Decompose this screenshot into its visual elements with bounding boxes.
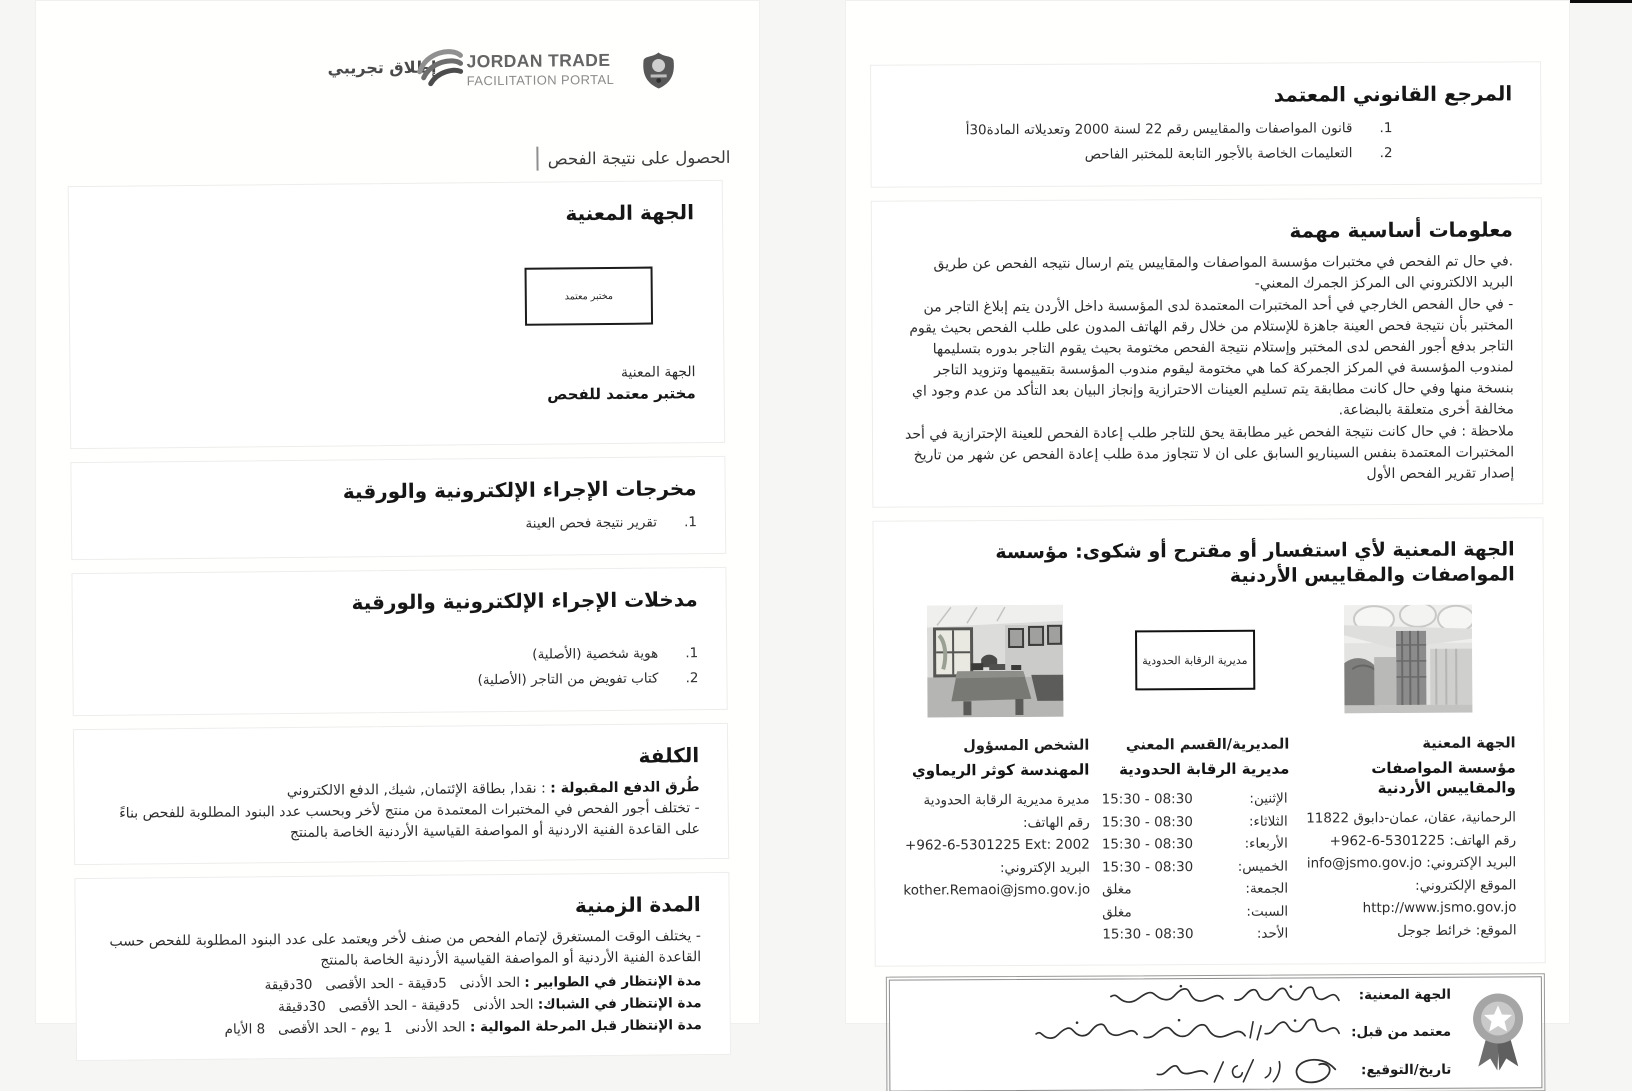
- handwritten-approved-by-text: [1017, 1015, 1347, 1051]
- wait-time-row: [105, 1014, 702, 1042]
- office-photo-slot: [902, 600, 1089, 723]
- jordan-coat-of-arms-icon: [640, 50, 676, 90]
- schedule-hours: 08:30 - 15:30: [1102, 923, 1193, 946]
- entity-phone-line: [1302, 829, 1516, 853]
- schedule-hours: 08:30 - 15:30: [1102, 811, 1193, 834]
- handwritten-signature-and-date: [1097, 1053, 1347, 1088]
- jordan-trade-logo-icon: [414, 44, 464, 90]
- contact-entity-column: [1301, 597, 1517, 945]
- signature-row-approved-by: [904, 1014, 1451, 1051]
- section-title: المدة الزمنية: [104, 892, 701, 922]
- schedule-hours: مغلق: [1102, 901, 1132, 924]
- email-address: info@jsmo.gov.jo: [1307, 855, 1422, 872]
- person-phone-label: رقم الهاتف:: [903, 811, 1090, 834]
- jsmo-building-photo: [1344, 605, 1473, 714]
- list-item: [922, 141, 1392, 168]
- department-name: مديرية الرقابة الحدودية: [1101, 759, 1289, 780]
- person-email-address: kother.Remaoi@jsmo.gov.jo: [903, 879, 1090, 902]
- list-item-number: 2.: [682, 666, 698, 691]
- section-title: الجهة المعنية لأي استفسار أو مقترح أو شكوى: مؤسسة المواصفات والمقاييس الأردنية: [902, 537, 1515, 590]
- schedule-hours: 08:30 - 15:30: [1102, 833, 1193, 856]
- entity-website-label: الموقع الإلكتروني:: [1302, 874, 1516, 898]
- location-label: الموقع:: [1476, 922, 1517, 938]
- schedule-row: [1102, 855, 1288, 878]
- wait-time-label: مدة الإنتظار في الطوابير :: [524, 973, 701, 991]
- schedule-day: الأربعاء:: [1245, 833, 1288, 856]
- entity-address: الرحمانية، عقان، عمان-دابوق 11822: [1302, 806, 1516, 830]
- right-page: [845, 0, 1570, 1024]
- section-duration: [74, 872, 731, 1061]
- section-title: الكلفة: [102, 743, 699, 773]
- info-paragraph: - في حال الفحص الخارجي في أحد المختبرات المعتمدة لدى المؤسسة داخل الأردن يتم إبلاغ التاجر من المختبر بأن نتيجة فحص العينة جاهزة للإستلام من خلال رقم الهاتف المدون على طلب الفحص بحيث يقوم التاجر بدفع أجور الفحص لدى المختبر وإستلام نتيجة الفحص مختومة بحيث يقوم التاجر بدوره بتسليمها لمندوب المؤسسة في المركز الجمركة كما هي مختومة ليقوم مندوب المؤسسة بتقييمها وتزويد التاجر بنسخة منها وفي حال كانت مطابقة يتم تسليم العينات الاحترازية وإنجاز البيان بعد التأكد من عدم وجود اي مخالفة أخرى متعلقة بالبضاعة.: [900, 294, 1514, 423]
- page-title: الحصول على نتيجة الفحص: [548, 147, 731, 168]
- signature-row-date: [904, 1052, 1451, 1089]
- list-item: [922, 116, 1392, 143]
- list-item-number: 2.: [1376, 141, 1392, 166]
- section-title: الجهة المعنية: [97, 200, 694, 230]
- accredited-lab-stamp-box: [525, 267, 654, 326]
- schedule-row: [1102, 833, 1288, 856]
- section-basic-information: [871, 197, 1544, 508]
- list-item-text: تقرير نتيجة فحص العينة: [525, 511, 657, 537]
- entity-website-url: http://www.jsmo.gov.jo: [1302, 896, 1516, 920]
- schedule-day: الإثنين:: [1249, 788, 1287, 811]
- contact-person-column: [902, 600, 1090, 947]
- section-legal-reference: [870, 61, 1542, 188]
- section-title: مخرجات الإجراء الإلكترونية والورقية: [100, 476, 697, 506]
- contact-column-heading: الجهة المعنية: [1301, 735, 1515, 752]
- signature-rows: [904, 978, 1452, 1089]
- working-hours-schedule: [1102, 788, 1291, 946]
- left-page: [35, 0, 760, 1024]
- page-title-row: [537, 145, 731, 171]
- building-photo-slot: [1301, 597, 1516, 720]
- list-item-text: قانون المواصفات والمقاييس رقم 22 لسنة 2000 وتعديلاته المادة30أ: [966, 116, 1353, 143]
- list-item-text: كتاب تفويض من التاجر (الأصلية): [477, 667, 658, 694]
- document-header: [32, 0, 757, 186]
- list-item-text: التعليمات الخاصة بالأجور التابعة للمختبر الفاحص: [1085, 141, 1353, 167]
- schedule-hours: 08:30 - 15:30: [1102, 788, 1193, 811]
- email-label: البريد الإكتروني:: [1426, 854, 1516, 870]
- section-title: معلومات أساسية مهمة: [900, 217, 1513, 244]
- section-title: المرجع القانوني المعتمد: [899, 81, 1512, 108]
- schedule-row: [1102, 788, 1288, 811]
- signature-approved-label: معتمد من قبل:: [1347, 1023, 1451, 1040]
- contact-entity-name: مؤسسة المواصفات والمقاييس الأردنية: [1301, 757, 1516, 798]
- title-accent-bar: [537, 147, 539, 171]
- wait-time-value: الحد الأدنى 1 يوم - الحد الأقصى 8 الأيام: [225, 1019, 466, 1037]
- section-title: مدخلات الإجراء الإلكترونية والورقية: [101, 587, 698, 617]
- list-item-number: 1.: [682, 641, 698, 666]
- logo-subtitle: FACILITATION PORTAL: [467, 72, 615, 88]
- wait-time-label: مدة الإنتظار قبل المرحلة الموالية :: [470, 1017, 702, 1035]
- contact-department-column: [1101, 599, 1291, 946]
- logo-wordmark: [466, 50, 614, 88]
- list-item-text: هوية شخصية (الأصلية): [532, 642, 658, 668]
- person-email-label: البريد الإكتروني:: [903, 856, 1090, 879]
- signature-row-entity: [904, 978, 1451, 1013]
- list-item-number: 1.: [1376, 116, 1392, 141]
- schedule-row: [1102, 900, 1288, 923]
- directorate-box-label: مديرية الرقابة الحدودية: [1142, 653, 1247, 667]
- entity-email-line: [1302, 851, 1516, 875]
- location-value: خرائط جوجل: [1397, 922, 1471, 938]
- section-procedure-outputs: [70, 456, 726, 560]
- wait-time-value: الحد الأدنى 5دقيقة - الحد الأقصى 30دقيقة: [278, 997, 534, 1015]
- schedule-day: الجمعة:: [1245, 878, 1288, 901]
- entity-value: مختبر معتمد للفحص: [99, 384, 696, 430]
- list-item: [101, 666, 698, 697]
- cost-note: - تختلف أجور الفحص في المختبرات المعتمدة من منتج لأخر وبحسب عدد البنود المطلوبة للفحص بناءً على القاعدة الفنية الاردنية أو المواصفة القياسية الأردنية الخاصة بالمنتج: [103, 798, 700, 846]
- contact-person-name: المهندسة كوثر الريماوي: [903, 760, 1090, 781]
- info-paragraph: ملاحظة : في حال كانت نتيجة الفحص غير مطابقة يحق للتاجر طلب إعادة الفحص للعينة الإحترازية في أحد المختبرات المعتمدة بنفس السيناريو السابق على ان لا تتجاوز مدة طلب إعادة الفحص عن شهر من تاريخ إصدار تقرير الفحص الأول: [901, 421, 1514, 487]
- payment-methods-label: طُرق الدفع المقبولة :: [550, 779, 699, 796]
- section-concerned-entity: [68, 180, 725, 449]
- schedule-day: الأحد:: [1257, 923, 1289, 946]
- person-role: مديرة مديرية الرقابة الحدودية: [903, 789, 1090, 812]
- info-paragraph: .في حال تم الفحص في مختبرات مؤسسة المواصفات والمقاييس يتم ارسال نتيجه الفحص عن طريق البريد الالكتروني الى المركز الجمرك المعني-: [900, 251, 1513, 296]
- stamp-box-label: مختبر معتمد: [565, 290, 613, 301]
- phone-number: +962-6-5301225: [1329, 832, 1445, 849]
- award-ribbon-icon: [1469, 992, 1527, 1072]
- phone-label: رقم الهاتف:: [1449, 832, 1516, 848]
- section-contact-jsmo: [872, 517, 1545, 966]
- schedule-day: الخميس:: [1238, 855, 1288, 878]
- entity-location-line: [1302, 919, 1516, 943]
- section-cost: [73, 723, 729, 865]
- payment-methods-value: : نقدا, بطاقة الإئتمان, شيك, الدفع الالكتروني: [287, 781, 546, 799]
- wait-time-value: الحد الأدنى 5دقيقة - الحد الأقصى 30دقيقة: [265, 975, 521, 993]
- duration-note: - يختلف الوقت المستغرق لإتمام الفحص من صنف لأخر ويعتمد على عدد البنود المطلوبة للفحص حسب القاعدة الفنية الأردنية أو المواصفة القياسية الأردنية الخاصة بالمنتج: [104, 926, 701, 974]
- schedule-row: [1102, 878, 1288, 901]
- contact-column-heading: المديرية/القسم المعني: [1101, 737, 1289, 754]
- contact-columns: [902, 597, 1517, 947]
- wait-time-label: مدة الإنتظار في الشباك:: [538, 995, 702, 1013]
- office-interior-photo: [927, 605, 1064, 718]
- schedule-day: السبت:: [1246, 900, 1288, 923]
- directorate-box-slot: [1101, 599, 1290, 722]
- schedule-day: الثلاثاء:: [1249, 810, 1288, 833]
- schedule-hours: 08:30 - 15:30: [1102, 856, 1193, 879]
- schedule-hours: مغلق: [1102, 878, 1132, 901]
- approval-signature-box: [889, 976, 1543, 1091]
- list-item: [100, 510, 697, 541]
- trial-launch-label: إطلاق تجريبي: [327, 58, 436, 78]
- entity-label: الجهة المعنية: [98, 364, 695, 386]
- schedule-row: [1102, 810, 1288, 833]
- schedule-row: [1102, 923, 1288, 946]
- signature-entity-label: الجهة المعنية:: [1347, 986, 1451, 1003]
- list-item-number: 1.: [681, 510, 697, 535]
- section-procedure-inputs: [71, 567, 727, 716]
- handwritten-entity-text: [1077, 980, 1347, 1011]
- logo-title: JORDAN TRADE: [466, 50, 614, 72]
- person-phone-number: +962-6-5301225 Ext: 2002: [903, 834, 1090, 857]
- contact-column-heading: الشخص المسؤول: [903, 738, 1090, 755]
- border-control-directorate-box: [1135, 630, 1255, 691]
- signature-date-label: تاريخ/التوقيع:: [1347, 1061, 1451, 1078]
